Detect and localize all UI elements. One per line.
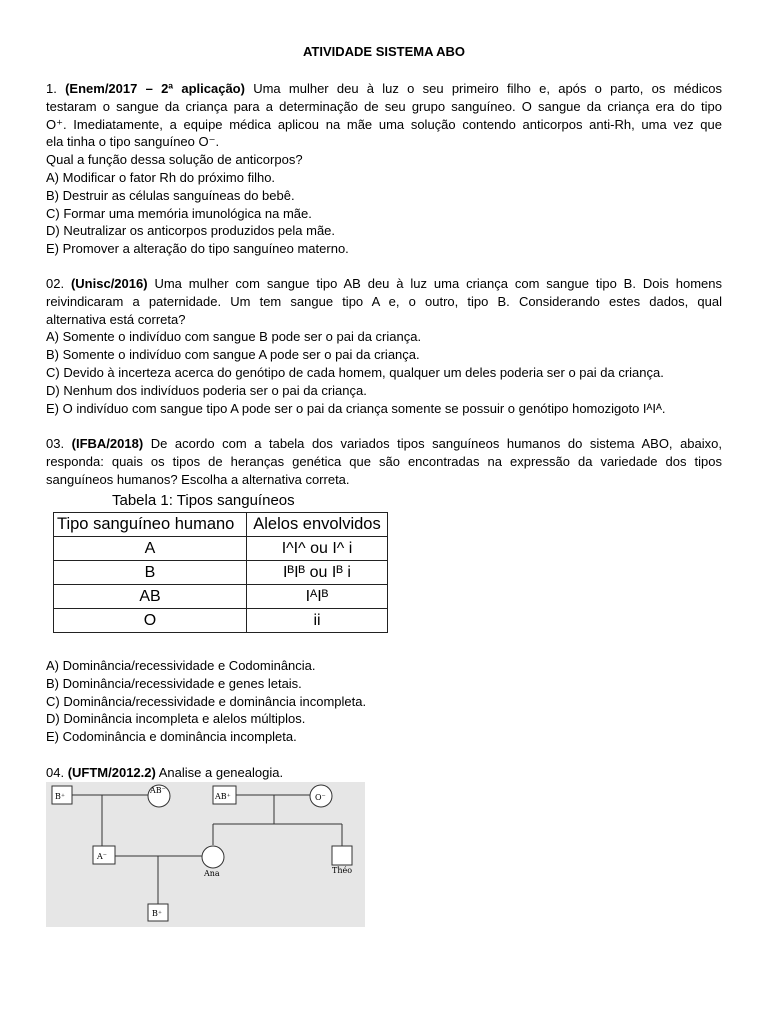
page-title: ATIVIDADE SISTEMA ABO (302, 44, 466, 59)
question-1-option-e: E) Promover a alteração do tipo sanguíneo materno. (46, 241, 349, 257)
table-cell-alleles: ii (247, 609, 388, 633)
question-2-line-2: reivindicaram a paternidade. Um tem sangue tipo A e, o outro, tipo B. Considerando estes dados, qual (46, 293, 722, 309)
question-3-option-e: E) Codominância e dominância incompleta. (46, 729, 297, 745)
grandmother-2-label: O⁻ (315, 793, 326, 802)
table-cell-alleles: IᴮIᴮ ou Iᴮ i (247, 561, 388, 585)
question-2-option-a: A) Somente o indivíduo com sangue B pode ser o pai da criança. (46, 329, 422, 345)
table-header-alleles: Alelos envolvidos (247, 513, 388, 537)
question-1-prompt: Qual a função dessa solução de anticorpos? (46, 152, 303, 168)
question-4-source: (UFTM/2012.2) (67, 765, 156, 780)
table-row (54, 537, 388, 561)
question-3-option-b: B) Dominância/recessividade e genes letais. (46, 675, 302, 691)
question-4-text: Analise a genealogia. (158, 765, 284, 780)
question-4-number: 04. (46, 765, 65, 780)
question-3-source: (IFBA/2018) (71, 436, 144, 451)
father-label: A⁻ (97, 852, 107, 861)
question-3-line-2: responda: quais os tipos de heranças genética que são encontradas na expressão da variedade dos tipos (46, 453, 722, 469)
child-label: B⁺ (152, 909, 163, 918)
table-cell-alleles: I^I^ ou I^ i (247, 537, 388, 561)
blood-type-table (53, 512, 388, 633)
question-1-line-1: 1. (Enem/2017 – 2ª aplicação) Uma mulher deu à luz o seu primeiro filho e, após o parto, os médicos (46, 81, 722, 96)
question-2-line-1: 02. (Unisc/2016) Uma mulher com sangue tipo AB deu à luz uma criança com sangue tipo B. Dois homens (46, 276, 722, 291)
grandmother-1-label: AB⁻ (150, 786, 166, 795)
question-1-line-2: testaram o sangue da criança para a determinação de seu grupo sanguíneo. O sangue da criança era do tipo (46, 98, 722, 114)
grandfather-2-label: AB⁺ (215, 792, 231, 801)
question-1-option-a: A) Modificar o fator Rh do próximo filho. (46, 169, 276, 185)
table-caption: Tabela 1: Tipos sanguíneos (112, 492, 295, 509)
question-3-option-d: D) Dominância incompleta e alelos múltiplos. (46, 711, 306, 727)
table-cell-type: AB (54, 585, 247, 609)
ana-label: Ana (204, 869, 220, 878)
question-2-line-3: alternativa está correta? (46, 311, 186, 327)
question-2-option-c: C) Devido à incerteza acerca do genótipo de cada homem, qualquer um deles poderia ser o pai da criança. (46, 364, 664, 380)
question-2-number: 02. (46, 276, 65, 291)
theo-label: Théo (332, 866, 353, 875)
ana-circle (202, 846, 224, 868)
table-header-row (54, 513, 388, 537)
table-row (54, 609, 388, 633)
question-2-option-d: D) Nenhum dos indivíduos poderia ser o pai da criança. (46, 382, 367, 398)
question-2-option-b: B) Somente o indivíduo com sangue A pode ser o pai da criança. (46, 347, 420, 363)
pedigree-diagram (46, 782, 365, 927)
question-4 (46, 764, 722, 782)
question-1-option-c: C) Formar uma memória imunológica na mãe. (46, 205, 312, 221)
table-cell-type: O (54, 609, 247, 633)
question-2-option-e: E) O indivíduo com sangue tipo A pode ser o pai da criança somente se possuir o genótipo homozigoto IᴬIᴬ. (46, 400, 666, 416)
question-1-source: (Enem/2017 – 2ª aplicação) (65, 81, 245, 96)
pedigree-figure (46, 782, 365, 927)
question-1 (46, 80, 722, 258)
question-1-line-3: O⁺. Imediatamente, a equipe médica aplicou na mãe uma solução contendo anticorpos anti-Rh, uma vez que (46, 116, 722, 132)
table-cell-type: B (54, 561, 247, 585)
question-3-option-c: C) Dominância/recessividade e dominância incompleta. (46, 693, 367, 709)
question-2-source: (Unisc/2016) (70, 276, 148, 291)
question-1-option-d: D) Neutralizar os anticorpos produzidos pela mãe. (46, 223, 336, 239)
question-3-line-3: sanguíneos humanos? Escolha a alternativa correta. (46, 471, 350, 487)
table-cell-alleles: IᴬIᴮ (247, 585, 388, 609)
question-3 (46, 435, 722, 488)
question-1-option-b: B) Destruir as células sanguíneas do bebê. (46, 187, 295, 203)
question-3-number: 03. (46, 436, 65, 451)
question-3-line-1: 03. (IFBA/2018) De acordo com a tabela dos variados tipos sanguíneos humanos do sistema ABO, abaixo, (46, 436, 722, 451)
table-header-type: Tipo sanguíneo humano (54, 513, 247, 537)
question-1-line-4: ela tinha o tipo sanguíneo O⁻. (46, 134, 220, 150)
question-2 (46, 275, 722, 417)
theo-square (332, 846, 352, 865)
table-cell-type: A (54, 537, 247, 561)
table-row (54, 585, 388, 609)
table-row (54, 561, 388, 585)
grandfather-1-label: B⁺ (55, 792, 66, 801)
question-1-number: 1. (46, 81, 57, 96)
question-3-option-a: A) Dominância/recessividade e Codominância. (46, 658, 316, 673)
question-3-options (46, 657, 722, 746)
